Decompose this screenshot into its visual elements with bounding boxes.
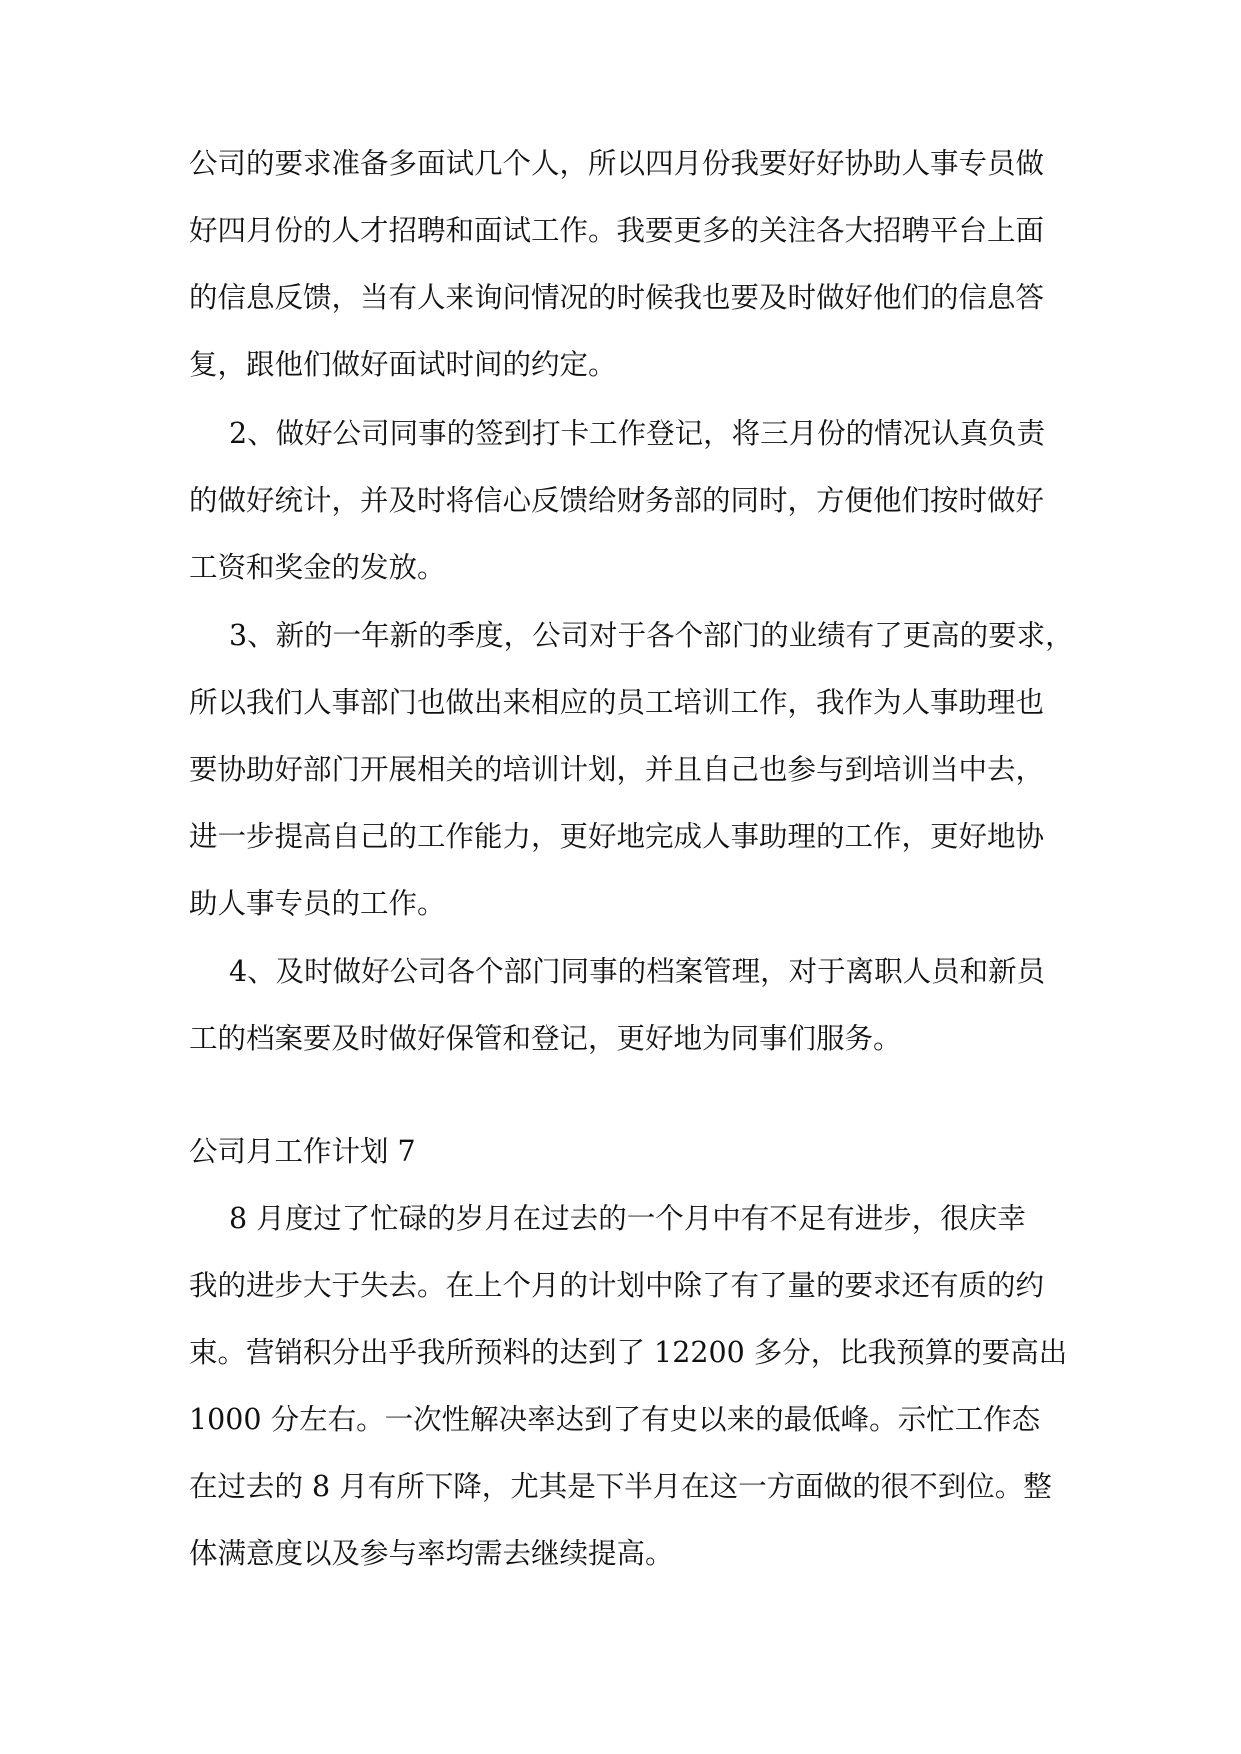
item-3-line-2: 所以我们人事部门也做出来相应的员工培训工作，我作为人事助理也 [189,686,1045,719]
item-4-line-1: 4、及时做好公司各个部门同事的档案管理，对于离职人员和新员 [229,955,1046,988]
item-2-line-2: 的做好统计，并及时将信心反馈给财务部的同时，方便他们按时做好 [189,484,1045,517]
item-4-paragraph [189,955,1069,1055]
section-line-2: 我的进步大于失去。在上个月的计划中除了有了量的要求还有质的约 [189,1269,1045,1302]
section-line-4: 1000 分左右。一次性解决率达到了有史以来的最低峰。示忙工作态 [189,1403,1041,1436]
section-heading: 公司月工作计划 7 [189,1135,416,1168]
item-3-paragraph [189,619,1074,920]
item-3-line-1: 3、新的一年新的季度，公司对于各个部门的业绩有了更高的要求， [229,619,1074,652]
intro-line-4: 复，跟他们做好面试时间的约定。 [189,348,617,381]
section-paragraph [189,1202,1069,1570]
section-line-1: 8 月度过了忙碌的岁月在过去的一个月中有不足有进步，很庆幸 [229,1202,1026,1235]
item-4-line-2: 工的档案要及时做好保管和登记，更好地为同事们服务。 [189,1022,902,1055]
item-2-paragraph [189,417,1069,584]
section-heading-block [189,1135,1069,1168]
item-3-line-5: 助人事专员的工作。 [189,887,446,920]
intro-line-1: 公司的要求准备多面试几个人，所以四月份我要好好协助人事专员做 [189,147,1045,180]
item-2-line-3: 工资和奖金的发放。 [189,551,446,584]
intro-line-2: 好四月份的人才招聘和面试工作。我要更多的关注各大招聘平台上面 [189,214,1045,247]
section-line-5: 在过去的 8 月有所下降，尤其是下半月在这一方面做的很不到位。整 [189,1470,1052,1503]
section-line-6: 体满意度以及参与率均需去继续提高。 [189,1537,674,1570]
item-3-line-3: 要协助好部门开展相关的培训计划，并且自己也参与到培训当中去， [189,753,1045,786]
section-line-3: 束。营销积分出乎我所预料的达到了 12200 多分，比我预算的要高出 [189,1336,1068,1369]
intro-line-3: 的信息反馈，当有人来询问情况的时候我也要及时做好他们的信息答 [189,281,1045,314]
item-2-line-1: 2、做好公司同事的签到打卡工作登记，将三月份的情况认真负责 [229,417,1046,450]
intro-paragraph [189,147,1069,381]
item-3-line-4: 进一步提高自己的工作能力，更好地完成人事助理的工作，更好地协 [189,820,1045,853]
